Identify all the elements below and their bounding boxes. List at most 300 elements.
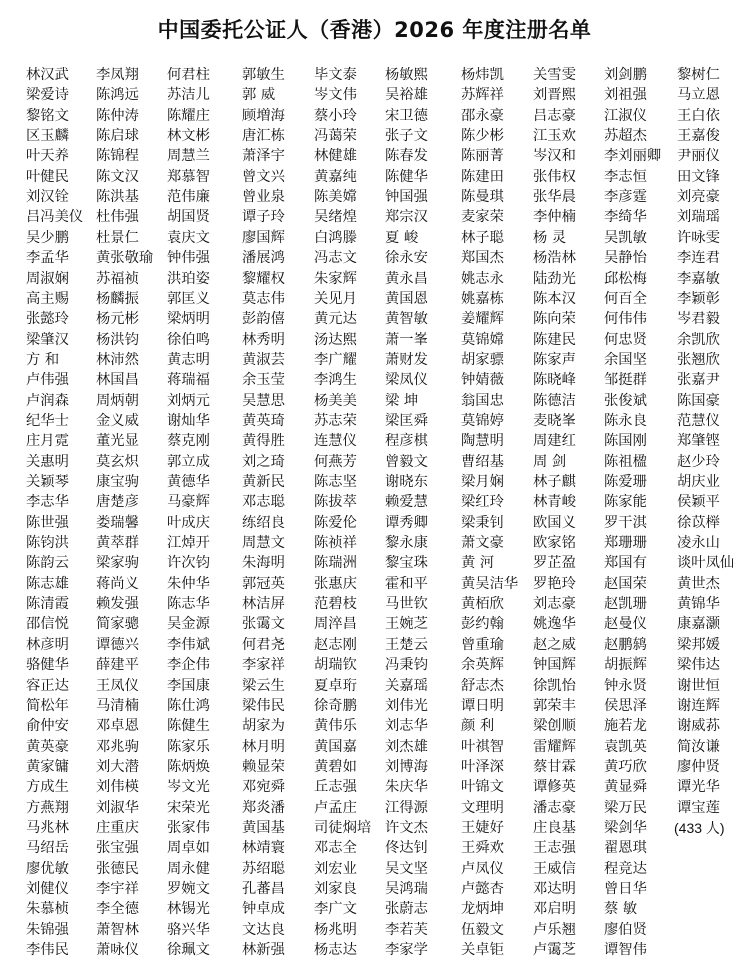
registrant-name: 梁秉钊 [461, 514, 504, 531]
registrant-name: 潘志豪 [533, 799, 576, 816]
registrant-name: 刘伟楧 [96, 779, 139, 796]
registrant-name: 冯秉钧 [385, 657, 428, 674]
registrant-name: 邓启明 [533, 901, 576, 918]
registrant-name: 黄栢欣 [461, 596, 504, 613]
registrant-name: 刘健仪 [26, 881, 69, 897]
registrant-name: 关嘉瑶 [385, 677, 428, 694]
registrant-name: 庄重庆 [96, 819, 139, 836]
registrant-name: 胡家为 [242, 718, 285, 735]
registrant-name: 王白依 [677, 107, 720, 124]
registrant-name: 廖优敏 [26, 860, 69, 877]
registrant-name: 叶泽深 [461, 758, 504, 775]
registrant-name: 苏志荣 [314, 412, 357, 429]
registrant-name: 梁月娴 [461, 474, 504, 490]
registrant-name: 张华晨 [533, 189, 576, 206]
registrant-name: 黄智敏 [385, 311, 428, 328]
registrant-name: 叶锦文 [461, 779, 504, 796]
registrant-name: 刘杰雄 [385, 738, 428, 755]
registrant-name: 廖伯贤 [604, 921, 647, 938]
registrant-name: 谭秀卿 [385, 514, 428, 531]
registrant-name: 田文锋 [677, 168, 720, 185]
registrant-name: 黎宝珠 [385, 555, 428, 572]
registrant-name: 邵永豪 [461, 107, 504, 124]
registrant-name: 冯蔼荣 [314, 128, 357, 145]
registrant-name: 李连君 [677, 250, 720, 267]
registrant-name: 梁万民 [604, 799, 647, 816]
registrant-name: 白鸿滕 [314, 229, 357, 246]
registrant-name: 黎铭文 [26, 107, 69, 124]
registrant-name: 何燕芳 [314, 453, 357, 470]
registrant-name: 黄 河 [461, 555, 495, 572]
registrant-name: 董光显 [96, 433, 139, 450]
registrant-name: 黄国恩 [385, 290, 428, 307]
registrant-name: 陈晓峰 [533, 372, 576, 389]
registrant-name: 蔡小玲 [314, 107, 357, 124]
registrant-name: 林沛然 [96, 351, 139, 368]
registrant-name: 黄张敬瑜 [96, 250, 154, 267]
registrant-name: 刘之琦 [242, 453, 285, 470]
registrant-name: 胡庆业 [677, 474, 720, 490]
registrant-name: 陈德洁 [533, 392, 576, 409]
registrant-name: 罗艳玲 [533, 575, 576, 592]
registrant-name: 李若芙 [385, 921, 428, 938]
registrant-name: 周淬昌 [314, 616, 357, 633]
registrant-name: 刘博海 [385, 758, 428, 775]
registrant-name: 梁云生 [242, 677, 285, 694]
registrant-name: 周卓如 [167, 840, 210, 857]
registrant-name: 郭立成 [167, 453, 210, 470]
registrant-name: 梁 坤 [385, 392, 419, 409]
registrant-name: 陈丽菁 [461, 148, 504, 165]
registrant-name: 黄家镛 [26, 758, 69, 775]
registrant-name: 苏福祯 [96, 270, 139, 287]
registrant-name: 黄元达 [314, 311, 357, 328]
registrant-name: 陆劲光 [533, 270, 576, 287]
registrant-name: 刘剑鹏 [604, 67, 647, 83]
registrant-name: 卢孟庄 [314, 799, 357, 816]
registrant-name: 彭约翰 [461, 616, 504, 633]
registrant-name: 练绍良 [242, 514, 285, 531]
registrant-name: 黄淑芸 [242, 351, 285, 368]
registrant-name: 张惠庆 [314, 575, 357, 592]
registrant-name: 梁伟民 [242, 697, 285, 714]
registrant-name: 毕文泰 [314, 67, 357, 83]
registrant-name: 薛建平 [96, 657, 139, 674]
registrant-name: 马立恩 [677, 87, 720, 104]
registrant-name: 钟婧薇 [461, 372, 504, 389]
registrant-name: 黄英琦 [242, 412, 285, 429]
registrant-name: 骆兴华 [167, 921, 210, 938]
registrant-name: 吴慧思 [242, 392, 285, 409]
registrant-name: 梁邦媛 [677, 636, 720, 653]
registrant-name: 刘志豪 [533, 596, 576, 613]
registrant-name: 岑文光 [167, 779, 210, 796]
registrant-name: 李彦霆 [604, 189, 647, 206]
registrant-name: 梁创顺 [533, 718, 576, 735]
registrant-name: 黄锦华 [677, 596, 720, 613]
registrant-name: 夏卓珩 [314, 677, 357, 694]
registrant-name: 余凯欣 [677, 331, 720, 348]
registrant-name: 钟卓成 [242, 901, 285, 918]
registrant-name: 郑炎潘 [242, 799, 285, 816]
registrant-name: 关卓钜 [461, 942, 504, 959]
registrant-name: 邓卓恩 [96, 718, 139, 735]
registrant-name: 张俊斌 [604, 392, 647, 409]
registrant-name: 谢晓东 [385, 474, 428, 490]
registrant-name: 陈向荣 [533, 311, 576, 328]
registrant-name: 萧智林 [96, 921, 139, 938]
registrant-name: 蔡克刚 [167, 433, 210, 450]
registrant-name: 叶成庆 [167, 514, 210, 531]
registrant-name: 陈家能 [604, 494, 647, 511]
registrant-name: 郭敏生 [242, 67, 285, 83]
registrant-name: 刘大潜 [96, 758, 139, 775]
registrant-name: 杨兆明 [314, 921, 357, 938]
registrant-name: 刘亮豪 [677, 189, 720, 206]
registrant-name: 张嘉尹 [677, 372, 720, 389]
registrant-name: 张蔚志 [385, 901, 428, 918]
registrant-name: 黄得胜 [242, 433, 285, 450]
registrant-name: 胡振辉 [604, 657, 647, 674]
registrant-name: 袁凯英 [604, 738, 647, 755]
registrant-name: 黄英豪 [26, 738, 69, 755]
registrant-name: 吴裕雄 [385, 87, 428, 104]
registrant-name: 欧国义 [533, 514, 576, 531]
registrant-name: 林文彬 [167, 128, 210, 145]
registrant-name: 张德民 [96, 860, 139, 877]
registrant-name: 郑珊珊 [604, 535, 647, 552]
registrant-name: 马世钦 [385, 596, 428, 613]
registrant-name: 岑君毅 [677, 311, 720, 328]
registrant-name: 李颖彰 [677, 290, 720, 307]
registrant-name: 陈瑞洲 [314, 555, 357, 572]
registrant-name: 洪珀姿 [167, 270, 210, 287]
registrant-name: 吕志豪 [533, 107, 576, 124]
registrant-name: 余玉莹 [242, 372, 285, 389]
registrant-name: 陈志坚 [314, 474, 357, 490]
registrant-name: 杜伟强 [96, 209, 139, 226]
registrant-name: 王嘉俊 [677, 128, 720, 145]
registrant-name: 李凤翔 [96, 67, 139, 83]
registrant-name: 陈仕鸿 [167, 697, 210, 714]
registrant-name: 曾重瑜 [461, 636, 504, 653]
registrant-name: 朱慕桢 [26, 901, 69, 918]
registrant-name: 郑慕智 [167, 168, 210, 185]
registrant-name: 唐汇栋 [242, 128, 285, 145]
registrant-name: 侯思泽 [604, 697, 647, 714]
registrant-name: 曾毅文 [385, 453, 428, 470]
registrant-name: 萧文豪 [461, 535, 504, 552]
registrant-name: 麦家荣 [461, 209, 504, 226]
registrant-name: 谢威荪 [677, 718, 720, 735]
registrant-name: 赖显荣 [242, 758, 285, 775]
registrant-name: 陈韵云 [26, 555, 69, 572]
registrant-name: 李广文 [314, 901, 357, 918]
registrant-name: 岑汉和 [533, 148, 576, 165]
registrant-name: 林子聪 [461, 229, 504, 246]
registrant-name: 黄国嘉 [314, 738, 357, 755]
registrant-name: 李孟华 [26, 250, 69, 267]
registrant-name: 张懿玲 [26, 311, 69, 328]
registrant-name: 莫锦嫦 [461, 331, 504, 348]
registrant-name: 钟永贤 [604, 677, 647, 694]
registrant-name: 杨美美 [314, 392, 357, 409]
registrant-name: 吴金源 [167, 616, 210, 633]
registrant-name: 梁爱诗 [26, 87, 69, 104]
registrant-name: 简家骢 [96, 616, 139, 633]
registrant-name: 李伟民 [26, 942, 69, 959]
registrant-name: 李伟斌 [167, 636, 210, 653]
registrant-name: 李全德 [96, 901, 139, 918]
registrant-name: 林锡光 [167, 901, 210, 918]
registrant-name: 刘淑华 [96, 799, 139, 816]
registrant-name: 林青峻 [533, 494, 576, 511]
registrant-name: 杜景仁 [96, 229, 139, 246]
registrant-name: 翟恩琪 [604, 840, 647, 857]
registrant-name: 李仲楠 [533, 209, 576, 226]
registrant-name: 徐奇鹏 [314, 697, 357, 714]
registrant-name: 王楚云 [385, 636, 428, 653]
registrant-name: 黄永昌 [385, 270, 428, 287]
registrant-name: 卢润森 [26, 392, 69, 409]
registrant-name: 马兆林 [26, 819, 69, 836]
registrant-name: 吴文坚 [385, 860, 428, 877]
registrant-name: 金义威 [96, 412, 139, 429]
registrant-name: 马清楠 [96, 697, 139, 714]
registrant-name: 周 剑 [533, 453, 567, 470]
registrant-name: 梁匡舜 [385, 412, 428, 429]
registrant-name: 杨元彬 [96, 311, 139, 328]
registrant-name: 江焯开 [167, 535, 210, 552]
registrant-name: 娄瑞馨 [96, 514, 139, 531]
registrant-name: 刘伟光 [385, 697, 428, 714]
registrant-name: 梁伟达 [677, 657, 720, 674]
registrant-name: 冯志文 [314, 250, 357, 267]
registrant-name: 张家伟 [167, 819, 210, 836]
registrant-name: 李嘉敏 [677, 270, 720, 287]
registrant-name: 方成生 [26, 779, 69, 796]
registrant-name: 陈洪基 [96, 189, 139, 206]
registrant-name: 欧家铭 [533, 535, 576, 552]
registrant-name: 林靖寰 [242, 840, 285, 857]
registrant-name: 杨炜凯 [461, 67, 504, 83]
registrant-name: 卢霭芝 [533, 942, 576, 959]
registrant-name: 卢乐翘 [533, 921, 576, 938]
registrant-name: 梁肇汉 [26, 331, 69, 348]
registrant-name: 王志强 [533, 840, 576, 857]
registrant-name: 张子文 [385, 128, 428, 145]
registrant-name: 莫锦婷 [461, 412, 504, 429]
registrant-name: 杨浩林 [533, 250, 576, 267]
registrant-name: 胡国贤 [167, 209, 210, 226]
registrant-name: 黄新民 [242, 474, 285, 490]
registrant-name: 陈拔萃 [314, 494, 357, 511]
registrant-name: 刘汉铨 [26, 189, 69, 206]
registrant-name: 郭匡义 [167, 290, 210, 307]
registrant-name: 翁国忠 [461, 392, 504, 409]
registrant-name: 佟达钊 [385, 840, 428, 857]
registrant-name: 张宝强 [96, 840, 139, 857]
registrant-name: 徐永安 [385, 250, 428, 267]
registrant-name: 赖爱慧 [385, 494, 428, 511]
page-title: 中国委托公证人（香港）2026 年度注册名单 [157, 18, 592, 42]
registrant-name: 杨敏熙 [385, 67, 428, 83]
registrant-name: 刘瑞瑶 [677, 209, 720, 226]
registrant-name: 林月明 [242, 738, 285, 755]
registrant-name: 杨 灵 [533, 229, 567, 246]
registrant-name: 程彦棋 [385, 433, 428, 450]
registrant-name: 周永健 [167, 860, 210, 877]
registrant-name: 萧财发 [385, 351, 428, 368]
registrant-name: 周建红 [533, 433, 576, 450]
registrant-name: 郭冠英 [242, 575, 285, 592]
registrant-name: 郑国杰 [461, 250, 504, 267]
registrant-name: 雷耀辉 [533, 738, 576, 755]
registrant-name: 罗婉文 [167, 881, 210, 897]
registrant-name: 陈本汉 [533, 290, 576, 307]
registrant-name: 方燕翔 [26, 799, 69, 816]
registrant-name: 林健雄 [314, 148, 357, 165]
registrant-name: 颜 利 [461, 718, 495, 735]
registrant-name: 蔡甘霖 [533, 758, 576, 775]
registrant-name: 张霭文 [242, 616, 285, 633]
registrant-name: 吕冯美仪 [26, 209, 84, 226]
registrant-name: 凌永山 [677, 535, 720, 552]
registrant-name: 王婉芝 [385, 616, 428, 633]
registrant-name: 邱松梅 [604, 270, 647, 287]
registrant-name: 周淑娴 [26, 270, 69, 287]
registrant-name: 林汉武 [26, 67, 69, 83]
registrant-name: 廖仲贤 [677, 758, 720, 775]
registrant-name: 吴少鹏 [26, 229, 69, 246]
registrant-name: 邹挺群 [604, 372, 647, 389]
registrant-name: 陈国豪 [677, 392, 720, 409]
registrant-name: 许文杰 [385, 819, 428, 836]
registrant-name: 伍毅文 [461, 921, 504, 938]
registrant-name: 莫志伟 [242, 290, 285, 307]
registrant-name: 黄德华 [167, 474, 210, 490]
registrant-name: 李宇祥 [96, 881, 139, 897]
registrant-name: 杨志达 [314, 942, 357, 959]
registrant-name: 胡家骠 [461, 351, 504, 368]
registrant-name: 赵鹏鸫 [604, 636, 647, 653]
registrant-name: 简松年 [26, 697, 69, 714]
registrant-name: 卢凤仪 [461, 860, 504, 877]
registrant-name: 李绮华 [604, 209, 647, 226]
registrant-name: 林国昌 [96, 372, 139, 389]
registrant-name: 舒志杰 [461, 677, 504, 694]
registrant-name: 姚嘉栋 [461, 290, 504, 307]
registrant-name: 梁红玲 [461, 494, 504, 511]
registrant-name: 龙炳坤 [461, 901, 504, 918]
registrant-name: 庄良基 [533, 819, 576, 836]
registrant-name: 徐珮文 [167, 942, 210, 959]
registrant-name: 余英辉 [461, 657, 504, 674]
registrant-name: 姚志永 [461, 270, 504, 287]
registrant-name: 黄嘉纯 [314, 168, 357, 185]
registrant-name: 刘宏业 [314, 860, 357, 877]
registrant-name: 胡瑞钦 [314, 657, 357, 674]
registrant-name: 何伟伟 [604, 311, 647, 328]
registrant-name: 苏超杰 [604, 128, 647, 145]
registrant-name: 卢懿杏 [461, 881, 504, 897]
registrant-name: 林洁屏 [242, 596, 285, 613]
registrant-name: 赵凯珊 [604, 596, 647, 613]
registrant-name: 康嘉灏 [677, 616, 720, 633]
registrant-name: 徐凯怡 [533, 677, 576, 694]
registrant-name: 马绍岳 [26, 840, 69, 857]
registrant-name: 侯颖平 [677, 494, 720, 511]
registrant-name: 余国坚 [604, 351, 647, 368]
registrant-name: 谢连辉 [677, 697, 720, 714]
registrant-name: 陈少彬 [461, 128, 504, 145]
registrant-name: 何忠贤 [604, 331, 647, 348]
registrant-name: 谈叶凤仙 [677, 555, 735, 572]
registrant-name: 赵曼仪 [604, 616, 647, 633]
registrant-name: 关雪雯 [533, 67, 576, 83]
registrant-name: 谭日明 [461, 697, 504, 714]
registrant-name: 丘志强 [314, 779, 357, 796]
registrant-name: 李家祥 [242, 657, 285, 674]
registrant-name: 梁凤仪 [385, 372, 428, 389]
registrant-name: 邓志全 [314, 840, 357, 857]
registrant-name: 陈健华 [385, 168, 428, 185]
registrant-name: 陈耀庄 [167, 107, 210, 124]
registrant-name: 朱庆华 [385, 779, 428, 796]
registrant-name: 赵志刚 [314, 636, 357, 653]
registrant-name: 曹绍基 [461, 453, 504, 470]
registrant-name: 许咏雯 [677, 229, 720, 246]
registrant-name: 李刘丽卿 [604, 148, 662, 165]
registrant-name: 黄国基 [242, 819, 285, 836]
registrant-name: 江玉欢 [533, 128, 576, 145]
registrant-name: 曾日华 [604, 881, 647, 897]
registrant-name: 陈国刚 [604, 433, 647, 450]
registrant-name: 顾増海 [242, 107, 285, 124]
registrant-name: 关见月 [314, 290, 357, 307]
registrant-name: 司徒焖培 [314, 819, 372, 836]
registrant-name: 陈曼琪 [461, 189, 504, 206]
registrant-name: 苏洁儿 [167, 87, 210, 104]
registrant-name: 吴鸿瑞 [385, 881, 428, 897]
registrant-name: 周慧文 [242, 535, 285, 552]
registrant-name: 莫玄炽 [96, 453, 139, 470]
registrant-name: 郑宗汉 [385, 209, 428, 226]
registrant-name: 赖发强 [96, 596, 139, 613]
registrant-name: 康宝驹 [96, 474, 139, 490]
registrant-name: 马豪辉 [167, 494, 210, 511]
registrant-name: 姜耀辉 [461, 311, 504, 328]
registrant-name: 范碧枝 [314, 596, 357, 613]
registrant-name: 霍和平 [385, 575, 428, 592]
registrant-name: 陈志华 [167, 596, 210, 613]
registrant-name: 陶慧明 [461, 433, 504, 450]
registrant-name: 江淑仪 [604, 107, 647, 124]
registrant-name: 庄月霓 [26, 433, 69, 450]
registrant-name: 黄志明 [167, 351, 210, 368]
registrant-name: 宋卫德 [385, 107, 428, 124]
registrant-name: 吴绪煌 [314, 209, 357, 226]
registrant-name: 陈家乐 [167, 738, 210, 755]
registrant-name: 容正达 [26, 677, 69, 694]
registrant-name: 黄伟乐 [314, 718, 357, 735]
registrant-name: 黄碧如 [314, 758, 357, 775]
registrant-name: 赵少玲 [677, 453, 720, 470]
registrant-name: 谭德兴 [96, 636, 139, 653]
registrant-name: 黄世杰 [677, 575, 720, 592]
registrant-name: 袁庆文 [167, 229, 210, 246]
registrant-name: 陈美嫦 [314, 189, 357, 206]
